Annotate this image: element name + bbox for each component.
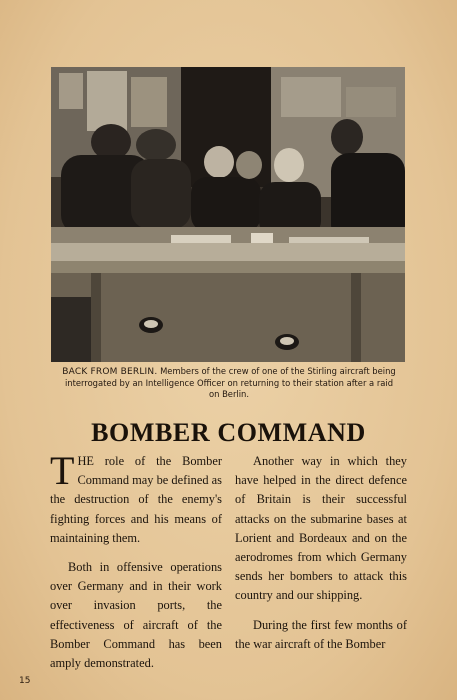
crew-interrogation-photo [51, 67, 405, 362]
right-paragraph-2: During the first few months of the war aircraft of the Bomber [235, 617, 407, 651]
right-paragraph-1: Another way in which they have helped in the direct defence of Britain is their successful attacks on the submarine bases at Lorient and Bordeaux and on the aerodromes from which Germany sends her bombers to attack this country and our shipping. [235, 454, 407, 603]
left-paragraph-1-text: HE role of the Bomber Command may be defined as the destruction of the enemy's fighting forces and his means of maintaining them. [50, 454, 222, 545]
right-column [235, 452, 407, 664]
photo-illustration [51, 67, 405, 362]
left-column [50, 448, 222, 683]
page-heading: BOMBER COMMAND [91, 418, 366, 447]
photo-caption [60, 366, 398, 400]
left-paragraph-1 [50, 448, 222, 548]
drop-cap: T [50, 448, 75, 493]
page-number: 15 [19, 676, 31, 686]
caption-body: Members of the crew of one of the Stirling aircraft being interrogated by an Intelligence Officer on returning to their station after a raid on Berlin. [64, 366, 396, 399]
caption-lead: BACK FROM BERLIN. [62, 367, 158, 377]
left-paragraph-2: Both in offensive operations over Germany and in their work over invasion ports, the effectiveness of aircraft of the Bomber Command has been amply demonstrated. [50, 560, 222, 671]
